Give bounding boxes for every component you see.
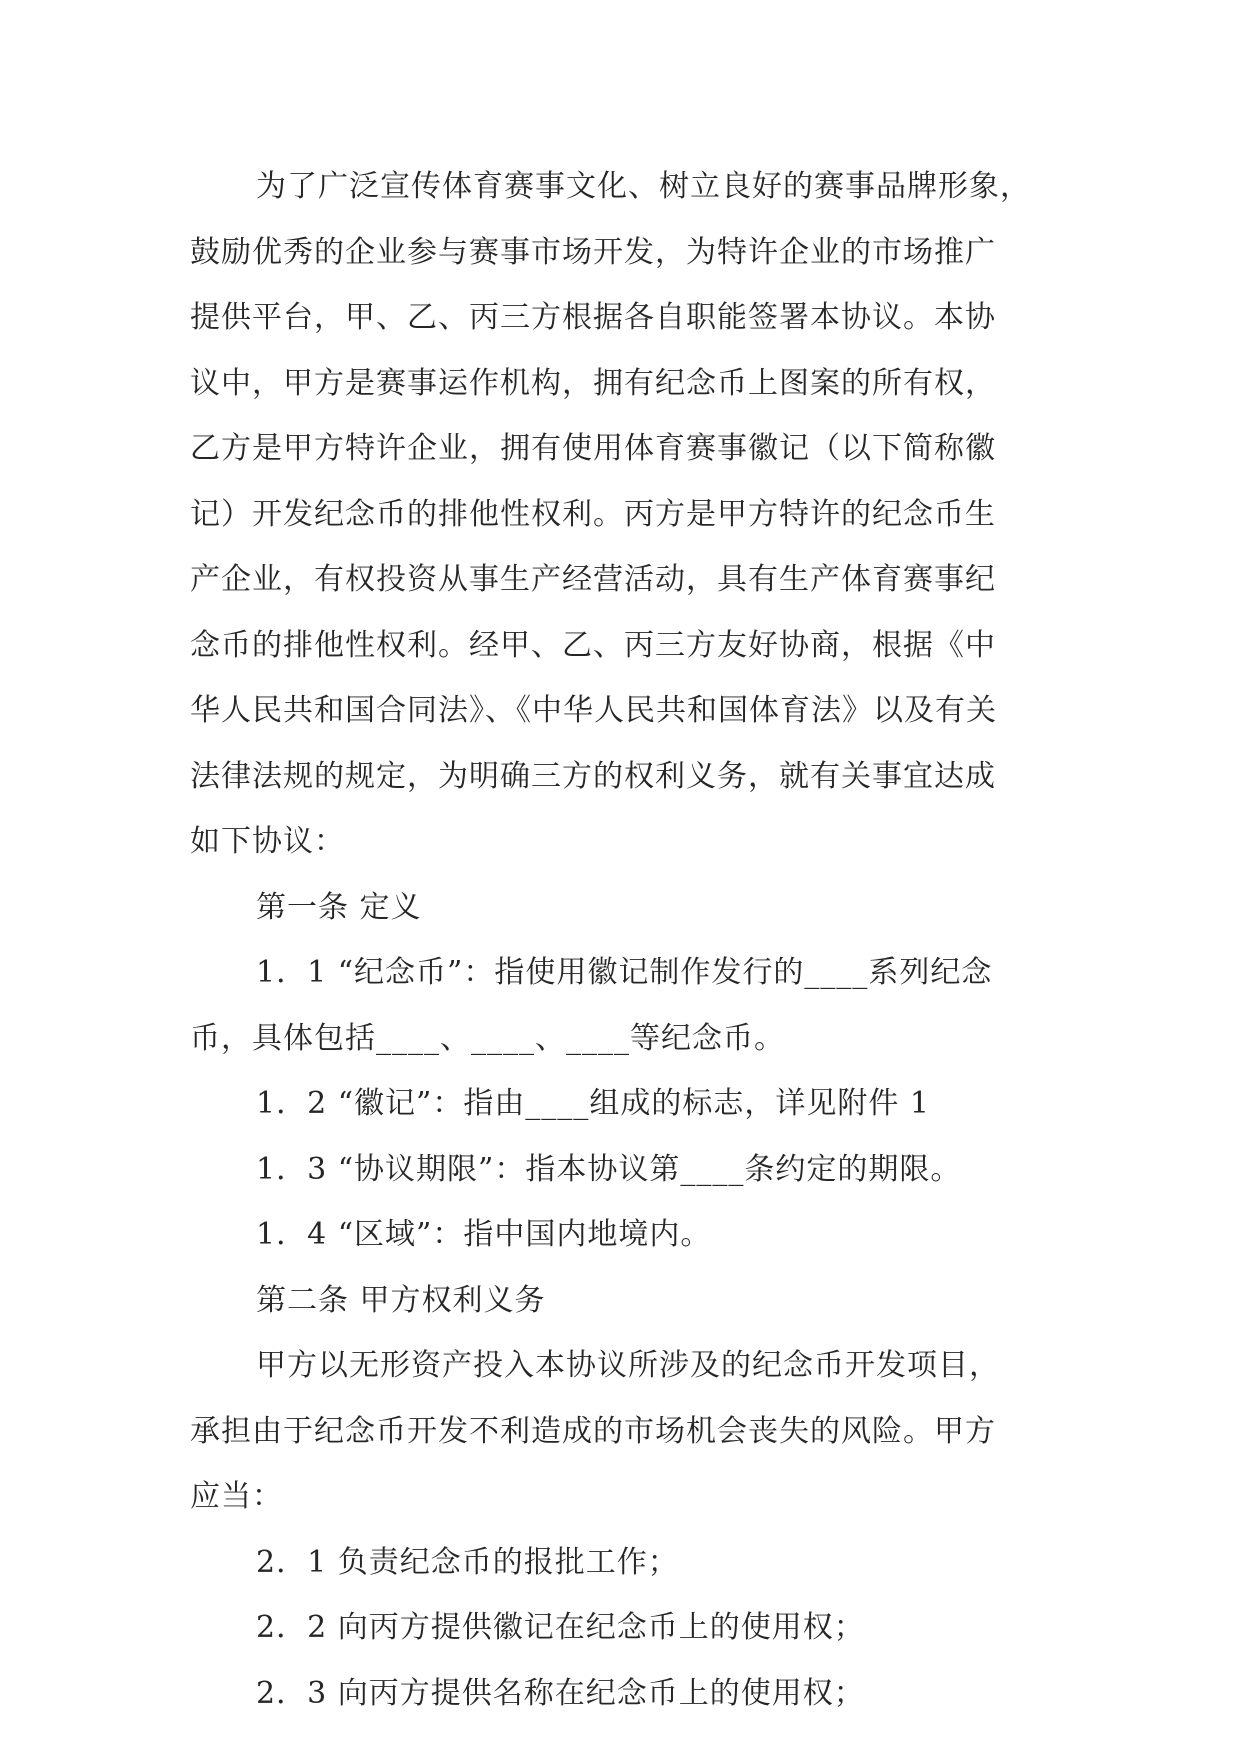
text-line: 议中，甲方是赛事运作机构，拥有纪念币上图案的所有权， (190, 365, 996, 401)
text-line: 记）开发纪念币的排他性权利。丙方是甲方特许的纪念币生 (190, 496, 996, 532)
clause-item: 2．2 向丙方提供徽记在纪念币上的使用权； (256, 1610, 865, 1645)
clause-item: 1．3 “协议期限”：指本协议第____条约定的期限。 (256, 1151, 962, 1187)
text-line: 产企业，有权投资从事生产经营活动，具有生产体育赛事纪 (190, 562, 996, 597)
clause-item: 1．2 “徽记”：指由____组成的标志，详见附件 1 (256, 1086, 931, 1121)
text-line: 币，具体包括____、____、____等纪念币。 (190, 1020, 785, 1056)
section-heading: 第一条 定义 (256, 889, 422, 925)
document-body (190, 154, 1090, 1726)
text-line: 法律法规的规定，为明确三方的权利义务，就有关事宜达成 (190, 758, 996, 794)
text-line: 提供平台，甲、乙、丙三方根据各自职能签署本协议。本协 (190, 300, 996, 335)
text-line: 鼓励优秀的企业参与赛事市场开发，为特许企业的市场推广 (190, 234, 996, 270)
text-line: 念币的排他性权利。经甲、乙、丙三方友好协商，根据《中 (190, 627, 996, 663)
section-heading: 第二条 甲方权利义务 (256, 1282, 546, 1318)
text-line: 如下协议： (190, 824, 345, 859)
text-line: 承担由于纪念币开发不利造成的市场机会丧失的风险。甲方 (190, 1413, 996, 1449)
text-line: 华人民共和国合同法》、《中华人民共和国体育法》以及有关 (190, 693, 997, 728)
clause-item: 1．4 “区域”：指中国内地境内。 (256, 1217, 712, 1252)
text-line: 应当： (190, 1479, 283, 1514)
clause-item: 1．1 “纪念币”：指使用徽记制作发行的____系列纪念 (256, 955, 993, 990)
text-line: 为了广泛宣传体育赛事文化、树立良好的赛事品牌形象， (256, 169, 1031, 204)
clause-item: 2．3 向丙方提供名称在纪念币上的使用权； (256, 1675, 865, 1711)
text-line: 乙方是甲方特许企业，拥有使用体育赛事徽记（以下简称徽 (190, 431, 996, 466)
text-line: 甲方以无形资产投入本协议所涉及的纪念币开发项目， (256, 1348, 1000, 1383)
clause-item: 2．1 负责纪念币的报批工作； (256, 1544, 679, 1580)
